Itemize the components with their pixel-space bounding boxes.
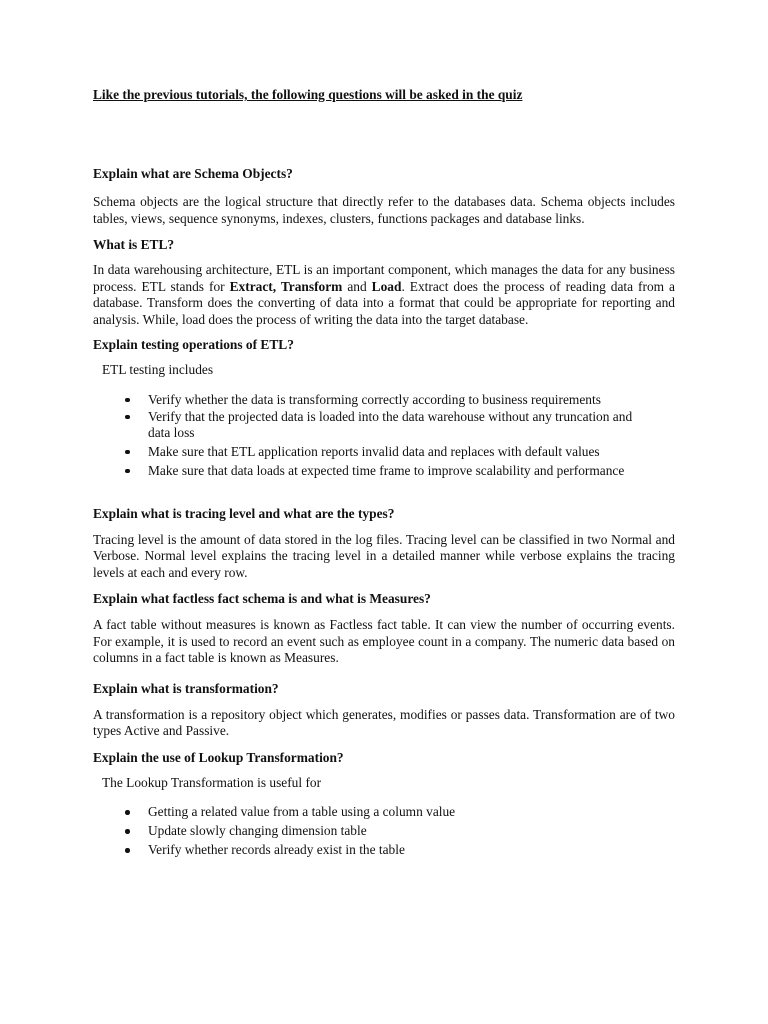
- bullet-dot: [125, 398, 130, 403]
- answer-paragraph: A transformation is a repository object which generates, modifies or passes data. Transformation are of two types Active and Passive.: [93, 706, 675, 738]
- list-item-text: Make sure that data loads at expected time frame to improve scalability and performance: [148, 462, 625, 478]
- list-item: [93, 842, 648, 858]
- answer-text: and: [342, 278, 372, 294]
- lead-text: ETL testing includes: [102, 362, 214, 377]
- list-item: [93, 463, 648, 479]
- section-lookup-transformation: [93, 749, 675, 859]
- bullet-list: [93, 392, 675, 479]
- bullet-dot: [125, 450, 130, 455]
- section-transformation: [93, 680, 675, 740]
- list-item: [93, 392, 648, 408]
- document-content: [93, 165, 675, 858]
- section-schema-objects: [93, 165, 675, 227]
- bullet-dot: [125, 469, 130, 474]
- lead-text: The Lookup Transformation is useful for: [102, 774, 322, 790]
- list-item: [93, 444, 648, 460]
- section-tracing-level: [93, 505, 675, 582]
- bullet-dot: [125, 415, 130, 420]
- list-item: [93, 823, 648, 839]
- answer-bold-text: Extract, Transform: [229, 278, 343, 294]
- section-etl-testing: [93, 336, 675, 479]
- question-heading: Explain the use of Lookup Transformation?: [93, 749, 344, 765]
- section-factless-fact: [93, 590, 675, 667]
- bullet-dot: [125, 848, 130, 853]
- question-heading: Explain what are Schema Objects?: [93, 166, 293, 181]
- intro-heading: Like the previous tutorials, the following questions will be asked in the quiz: [93, 87, 523, 102]
- question-heading: What is ETL?: [93, 237, 175, 252]
- list-item: [93, 804, 648, 820]
- answer-paragraph: [93, 262, 675, 328]
- list-item-text: Getting a related value from a table using a column value: [148, 804, 456, 819]
- question-heading: Explain what factless fact schema is and what is Measures?: [93, 591, 431, 606]
- answer-text: . Extract does the process of reading data from a database. Transform does the converting of data into a format that could be appropriate for reporting and analysis. While, load does the process of writing the data into the target database.: [93, 278, 676, 327]
- list-item-text: Verify whether records already exist in the table: [148, 842, 405, 857]
- section-what-is-etl: [93, 236, 675, 328]
- bullet-list: [93, 804, 675, 858]
- question-heading: Explain testing operations of ETL?: [93, 337, 294, 352]
- answer-bold-text: Load: [371, 278, 402, 294]
- list-item-text: Make sure that ETL application reports invalid data and replaces with default values: [148, 443, 600, 459]
- question-heading: Explain what is transformation?: [93, 680, 279, 696]
- list-item-text: Verify that the projected data is loaded into the data warehouse without any truncation and data loss: [148, 408, 633, 440]
- answer-paragraph: A fact table without measures is known as Factless fact table. It can view the number of occurring events. For example, it is used to record an event such as employee count in a company. The numeric data based on columns in a fact table is known as Measures.: [93, 617, 675, 665]
- answer-text: In data warehousing architecture, ETL is an important component, which manages the data for any business process. ETL stands for: [93, 262, 675, 294]
- list-item: [93, 409, 648, 441]
- answer-paragraph: Schema objects are the logical structure that directly refer to the databases data. Schema objects includes tables, views, sequence synonyms, indexes, clusters, functions packages and database links.: [93, 194, 675, 226]
- question-heading: Explain what is tracing level and what are the types?: [93, 505, 395, 521]
- bullet-dot: [125, 810, 130, 815]
- list-item-text: Verify whether the data is transforming correctly according to business requirements: [148, 391, 601, 407]
- list-item-text: Update slowly changing dimension table: [148, 823, 367, 838]
- bullet-dot: [125, 829, 130, 834]
- answer-paragraph: Tracing level is the amount of data stored in the log files. Tracing level can be classified in two Normal and Verbose. Normal level explains the tracing level in a detailed manner while verbose explains the tracing levels at each and every row.: [93, 531, 675, 580]
